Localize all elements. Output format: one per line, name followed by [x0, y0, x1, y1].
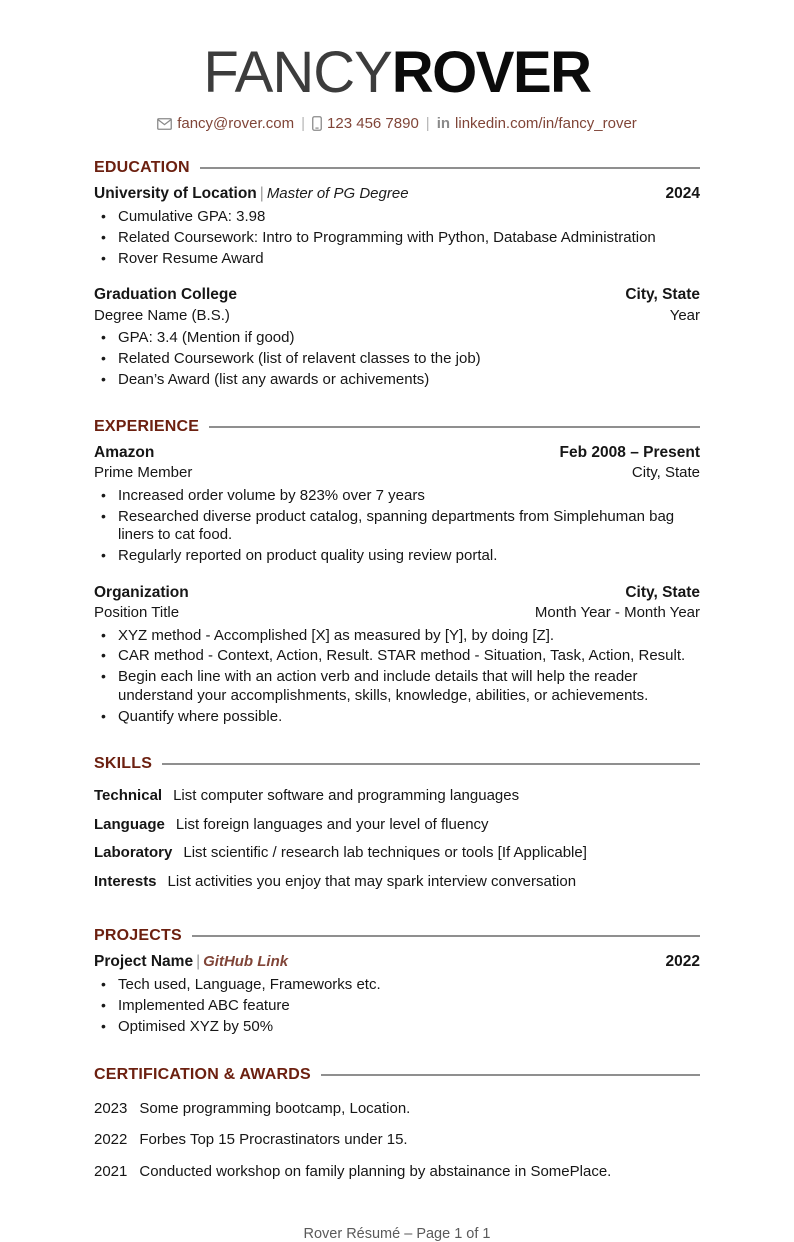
- entry-title: [94, 952, 288, 972]
- skill-row: [94, 843, 700, 863]
- certification-year: 2021: [94, 1162, 128, 1180]
- entry-date: Feb 2008 – Present: [559, 444, 700, 462]
- section-projects: [94, 927, 700, 1038]
- section-rule: [192, 935, 700, 937]
- linkedin-text: linkedin.com/in/fancy_rover: [455, 115, 637, 132]
- section-skills: [94, 755, 700, 900]
- entry-subtitle-row: [94, 603, 700, 623]
- bullet-item: • Dean’s Award (list any awards or achivements): [94, 371, 700, 390]
- entry-date: Year: [669, 306, 700, 324]
- entry-title-row: [94, 443, 700, 463]
- bullet-item: • Begin each line with an action verb and include details that will help the reader understand your accomplishments, skills, knowledge, abilities, or achievements.: [94, 668, 700, 706]
- section-title: PROJECTS: [94, 927, 182, 945]
- page-footer: Rover Résumé – Page 1 of 1: [303, 1226, 491, 1242]
- resume-header: [94, 40, 700, 132]
- phone-link[interactable]: [312, 115, 419, 132]
- skill-label: Laboratory: [94, 844, 173, 862]
- entry-title-row: [94, 583, 700, 603]
- candidate-first-name: FANCY: [203, 40, 392, 105]
- bullet-item: • Tech used, Language, Frameworks etc.: [94, 976, 700, 995]
- contact-line: [94, 115, 700, 132]
- skill-text: List activities you enjoy that may spark interview conversation: [167, 872, 577, 890]
- entry-location: City, State: [631, 464, 700, 482]
- experience-entry: [94, 443, 700, 566]
- entry-subtitle-row: [94, 306, 700, 326]
- job-title: Position Title: [94, 604, 180, 622]
- bullet-item: • XYZ method - Accomplished [X] as measured by [Y], by doing [Z].: [94, 627, 700, 646]
- github-link[interactable]: GitHub Link: [203, 953, 289, 971]
- envelope-icon: [157, 118, 172, 130]
- candidate-name: [94, 40, 700, 105]
- section-skills-header: [94, 755, 700, 773]
- certification-year: 2022: [94, 1131, 128, 1149]
- bullet-item: • Quantify where possible.: [94, 708, 700, 727]
- entry-location: City, State: [625, 583, 700, 601]
- degree-name: Degree Name (B.S.): [94, 306, 230, 324]
- entry-date: 2022: [665, 953, 700, 971]
- phone-text: 123 456 7890: [327, 115, 419, 132]
- skills-list: [94, 786, 700, 891]
- section-experience-header: [94, 418, 700, 436]
- title-separator: |: [259, 185, 264, 202]
- experience-entry: [94, 583, 700, 726]
- phone-icon: [312, 116, 322, 131]
- certification-text: Forbes Top 15 Procrastinators under 15.: [139, 1131, 408, 1149]
- bullet-item: • Optimised XYZ by 50%: [94, 1018, 700, 1037]
- skill-label: Interests: [94, 872, 157, 890]
- school-name: Graduation College: [94, 286, 237, 304]
- entry-title-row: [94, 952, 700, 972]
- entry-date: 2024: [665, 185, 700, 202]
- section-title: EXPERIENCE: [94, 418, 200, 436]
- bullet-item: • Rover Resume Award: [94, 250, 700, 269]
- entry-bullets: [94, 208, 700, 268]
- company-name: Amazon: [94, 444, 155, 462]
- education-entry: [94, 285, 700, 389]
- bullet-item: • Regularly reported on product quality using review portal.: [94, 547, 700, 566]
- contact-separator: |: [425, 115, 430, 132]
- entry-location: City, State: [625, 286, 700, 304]
- section-projects-header: [94, 927, 700, 945]
- bullet-item: • CAR method - Context, Action, Result. STAR method - Situation, Task, Action, Result.: [94, 647, 700, 666]
- certification-text: Conducted workshop on family planning by abstainance in SomePlace.: [139, 1162, 612, 1180]
- project-name: Project Name: [94, 953, 194, 971]
- degree-name: Master of PG Degree: [266, 185, 409, 202]
- entry-bullets: [94, 976, 700, 1036]
- bullet-item: • Researched diverse product catalog, spanning departments from Simplehuman bag liners to cat food.: [94, 508, 700, 546]
- bullet-item: • Cumulative GPA: 3.98: [94, 208, 700, 227]
- bullet-item: • Related Coursework: Intro to Programming with Python, Database Administration: [94, 229, 700, 248]
- section-experience: [94, 418, 700, 728]
- section-rule: [321, 1074, 700, 1076]
- school-name: University of Location: [94, 185, 257, 202]
- entry-title-row: [94, 184, 700, 204]
- section-title: CERTIFICATION & AWARDS: [94, 1065, 311, 1083]
- candidate-last-name: ROVER: [391, 40, 591, 105]
- section-certification-header: [94, 1066, 700, 1084]
- entry-subtitle-row: [94, 463, 700, 483]
- certification-list: [94, 1099, 700, 1182]
- email-link[interactable]: [157, 115, 294, 132]
- certification-year: 2023: [94, 1099, 128, 1117]
- skill-label: Language: [94, 815, 165, 833]
- bullet-item: • Implemented ABC feature: [94, 997, 700, 1016]
- skill-text: List scientific / research lab techniques or tools [If Applicable]: [183, 844, 587, 862]
- entry-bullets: [94, 627, 700, 727]
- section-rule: [162, 763, 700, 765]
- section-certification: [94, 1066, 700, 1194]
- bullet-item: • GPA: 3.4 (Mention if good): [94, 329, 700, 348]
- section-education: [94, 159, 700, 391]
- entry-bullets: [94, 487, 700, 566]
- skill-row: [94, 872, 700, 892]
- entry-title-row: [94, 285, 700, 305]
- skill-text: List foreign languages and your level of fluency: [175, 815, 489, 833]
- education-entry: [94, 184, 700, 268]
- entry-title: [94, 184, 409, 204]
- title-separator: |: [196, 953, 201, 971]
- section-title: EDUCATION: [94, 159, 190, 176]
- bullet-item: • Increased order volume by 823% over 7 years: [94, 487, 700, 506]
- section-rule: [209, 426, 700, 428]
- entry-date: Month Year - Month Year: [534, 604, 700, 622]
- entry-bullets: [94, 329, 700, 389]
- contact-separator: |: [301, 115, 306, 132]
- skill-label: Technical: [94, 787, 163, 805]
- linkedin-link[interactable]: [437, 115, 637, 132]
- certification-row: [94, 1162, 700, 1182]
- job-title: Prime Member: [94, 464, 193, 482]
- skill-row: [94, 815, 700, 835]
- skill-row: [94, 786, 700, 806]
- section-rule: [200, 167, 700, 169]
- project-entry: [94, 952, 700, 1036]
- company-name: Organization: [94, 583, 189, 601]
- section-education-header: [94, 159, 700, 177]
- bullet-item: • Related Coursework (list of relavent classes to the job): [94, 350, 700, 369]
- certification-row: [94, 1130, 700, 1150]
- email-text: fancy@rover.com: [177, 115, 295, 132]
- section-title: SKILLS: [94, 755, 153, 773]
- linkedin-icon: in: [436, 115, 451, 132]
- certification-text: Some programming bootcamp, Location.: [139, 1099, 411, 1117]
- skill-text: List computer software and programming languages: [173, 787, 520, 805]
- certification-row: [94, 1099, 700, 1119]
